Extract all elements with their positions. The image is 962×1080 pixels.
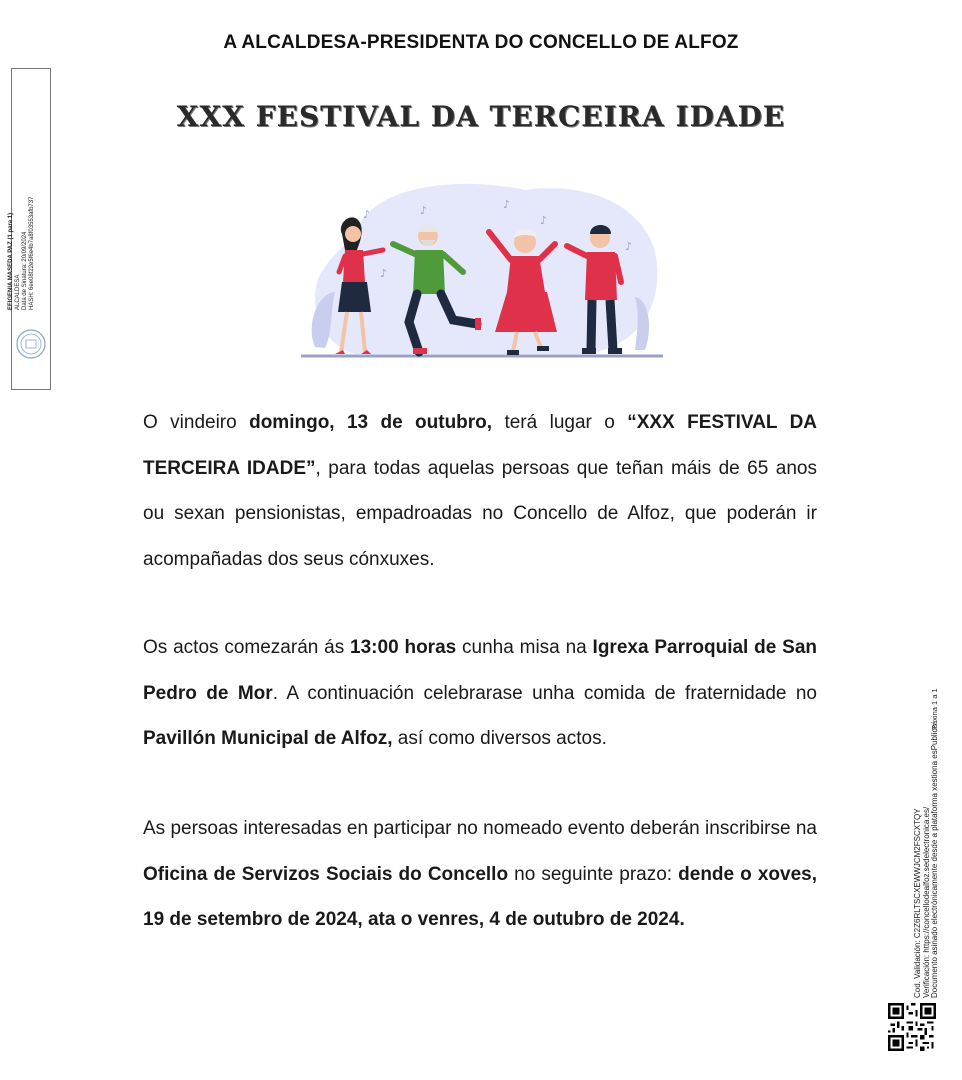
paragraph-event-date [143, 400, 817, 582]
p3-deadline: dende o xoves, 19 de setembro de 2024, ata o venres, 4 de outubro de 2024. [143, 863, 817, 930]
signature-hash: HASH: 6ee08f22e5f6e4b7a8f03553afb737 [29, 196, 35, 310]
p2-church: Igrexa Parroquial de San Pedro de Mor [143, 637, 817, 704]
svg-text:♪: ♪ [540, 214, 548, 227]
p2-text-4: así como diversos actos. [392, 728, 607, 749]
svg-text:♪: ♪ [380, 267, 388, 280]
p2-text-3: . A continuación celebrarase unha comida de fraternidade no [272, 682, 817, 704]
festival-title: XXX FESTIVAL DA TERCEIRA IDADE [176, 100, 786, 133]
p2-time: 13:00 horas [350, 637, 457, 658]
p3-text-1: As persoas interesadas en participar no nomeado evento deberán inscribirse na [143, 818, 817, 839]
dancing-seniors-illustration [295, 172, 670, 367]
p2-venue: Pavillón Municipal de Alfoz, [143, 728, 393, 749]
signature-stamp [8, 180, 34, 310]
p3-office: Oficina de Servizos Sociais do Concello [143, 863, 509, 885]
p1-text-3: , para todas aquelas persoas que teñan máis de 65 anos ou sexan pensionistas, empadroadas no Concello de Alfoz, que poderán ir acompañadas dos seus cónxuxes. [143, 457, 817, 570]
municipal-seal-icon [15, 328, 47, 360]
p2-text-1: Os actos comezarán ás [143, 637, 351, 658]
paragraph-event-schedule [143, 625, 817, 762]
validation-code: Cod. Validación: C2Z6RLTSCXEWWJCM2FSCXTQY [913, 808, 922, 998]
verification-url: Verificación: https://concellodealfoz.sedelectronica.es/ [921, 806, 931, 998]
paragraph-registration [143, 806, 817, 943]
svg-text:♪: ♪ [420, 204, 428, 217]
signature-date: Data de Sinatura: 20/09/2024 [22, 231, 28, 310]
svg-text:♪: ♪ [363, 208, 371, 221]
p1-text-1: O vindeiro [143, 412, 250, 433]
page-number: Páxina 1 a 1 [930, 688, 939, 730]
signer-role: ALCALDESA [15, 274, 21, 310]
document-header: A ALCALDESA-PRESIDENTA DO CONCELLO DE ALFOZ [223, 32, 739, 53]
qr-code-icon [888, 1003, 936, 1051]
p2-text-2: cunha misa na [456, 637, 593, 658]
p3-text-2: no seguinte prazo: [508, 863, 679, 885]
signer-name: EFIGENIA MASEDA PAZ (1 para 1) [8, 212, 14, 310]
p1-text-2: terá lugar o [492, 412, 628, 433]
svg-text:♪: ♪ [503, 198, 511, 211]
signature-note: Documento asinado electrónicamente desde a plataforma xestiona esPublico [930, 724, 939, 998]
p1-date: domingo, 13 de outubro, [249, 412, 493, 433]
p1-festival-name: “XXX FESTIVAL DA TERCEIRA IDADE” [143, 412, 818, 479]
svg-text:♪: ♪ [625, 240, 633, 253]
